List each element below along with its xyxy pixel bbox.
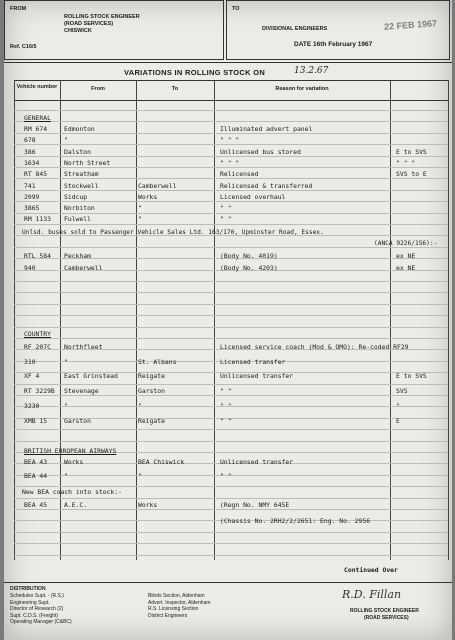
reason: " "	[220, 401, 232, 410]
table-top-rule	[14, 80, 448, 81]
to-label: TO	[232, 6, 240, 12]
col-header-from: From	[91, 86, 105, 92]
ruled-line	[14, 315, 448, 316]
distribution-item: Director of Research (2)	[10, 606, 64, 612]
header-bottom-rule	[14, 100, 448, 101]
from-garage: Sidcup	[64, 192, 88, 201]
signature: R.D. Fillan	[342, 588, 402, 601]
title-date: 13.2.67	[294, 66, 329, 76]
from-garage: Edmonton	[64, 125, 95, 133]
ruled-line	[14, 555, 448, 556]
vehicle-number: 3230	[24, 401, 40, 410]
to-garage: Works	[138, 501, 158, 509]
ruled-line	[14, 190, 448, 191]
from-garage: Fulwell	[64, 215, 91, 224]
ruled-line	[14, 429, 448, 430]
status-code: SVS to E	[396, 170, 427, 179]
ruled-line	[14, 167, 448, 168]
from-garage: "	[64, 136, 68, 145]
vehicle-number: 940	[24, 263, 36, 272]
from-garage: Works	[64, 458, 84, 466]
status-code: SVS	[396, 387, 408, 396]
from-line-2: (ROAD SERVICES)	[64, 21, 114, 27]
vehicle-number: 1634	[24, 158, 40, 167]
vehicle-number: 310	[24, 357, 36, 366]
col-header-reason: Reason for variation	[275, 86, 329, 92]
from-garage: Streatham	[64, 170, 99, 179]
ref-number: Ref. C16/5	[10, 44, 37, 50]
ruled-line	[14, 201, 448, 202]
vehicle-number: RT 845	[24, 170, 48, 179]
status-code: E	[396, 416, 400, 425]
footer-title-2: (ROAD SERVICES)	[364, 615, 409, 621]
to-garage: "	[138, 472, 142, 480]
from-garage: Stevenage	[64, 387, 99, 396]
received-stamp: 22 FEB 1967	[383, 18, 438, 32]
to-garage: St. Albans	[138, 357, 177, 366]
from-garage: "	[64, 472, 68, 480]
ruled-line	[14, 498, 448, 499]
vehicle-number: RTL 584	[24, 252, 51, 260]
from-garage: Norbiton	[64, 204, 95, 213]
to-garage: Garston	[138, 387, 165, 396]
reason: Relicensed & transferred	[220, 181, 313, 190]
to-garage: Reigate	[138, 372, 165, 381]
reason: " " "	[220, 136, 240, 145]
from-garage: East Grinstead	[64, 372, 118, 381]
ruled-line	[14, 213, 448, 214]
reason: " "	[220, 416, 232, 425]
distribution-item: Operating Manager (C&BC)	[10, 619, 72, 625]
reason: (Body No. 4019)	[220, 252, 278, 260]
reason: Licensed transfer	[220, 357, 286, 366]
vehicle-number: 386	[24, 147, 36, 156]
from-line-3: CHISWICK	[64, 28, 92, 34]
chassis-note: (Chassis No. 2RH2/2/2651: Eng. No. 2956	[220, 517, 371, 525]
ruled-line	[14, 304, 448, 305]
from-label: FROM	[10, 6, 27, 12]
from-garage: A.E.C.	[64, 501, 88, 509]
vehicle-number: BEA 43	[24, 458, 48, 466]
reason: Licensed service coach (Mod & OMO): Re-coded RF29	[220, 343, 409, 351]
vehicle-number: RM 1133	[24, 215, 51, 224]
to-garage: "	[138, 204, 142, 213]
reason: Unlicensed transfer	[220, 372, 294, 381]
from-garage: Camberwell	[64, 263, 103, 272]
distribution-item: Blinds Section, Aldenham	[148, 593, 205, 599]
section-general: GENERAL	[24, 114, 51, 122]
ruled-line	[14, 395, 448, 396]
status-code: E to SVS	[396, 372, 427, 381]
ruled-line	[14, 156, 448, 157]
title-rule	[4, 62, 452, 63]
continued-over: Continued Over	[344, 566, 398, 574]
to-garage: Works	[138, 192, 158, 201]
reason: Licensed overhaul	[220, 192, 286, 201]
status-code: ex NE	[396, 263, 416, 272]
reason: Relicensed	[220, 170, 259, 179]
document-sheet	[4, 0, 452, 640]
status-code: "	[396, 401, 400, 410]
reason: " "	[220, 215, 232, 224]
ruled-line	[14, 327, 448, 328]
col-divider-6	[448, 80, 449, 560]
status-code: E to SVS	[396, 147, 427, 156]
sold-ref: (ANCA 9226/156):-	[374, 240, 438, 247]
ruled-line	[14, 281, 448, 282]
sold-note: Unlsd. buses sold to Passenger Vehicle Sales Ltd. 163/170, Upminster Road, Essex.	[22, 229, 324, 236]
from-garage: Northfleet	[64, 343, 103, 351]
col-header-vehicle: Vehicle number	[16, 84, 58, 90]
footer-title-1: ROLLING STOCK ENGINEER	[350, 608, 419, 614]
col-header-to: To	[171, 86, 179, 92]
to-value: DIVISIONAL ENGINEERS	[262, 26, 328, 32]
vehicle-number: BEA 45	[24, 501, 48, 509]
section-country: COUNTRY	[24, 330, 51, 338]
reason: " " "	[220, 158, 240, 167]
col-divider-5	[390, 80, 391, 560]
ruled-line	[14, 384, 448, 385]
from-garage: "	[64, 357, 68, 366]
ruled-line	[14, 121, 448, 122]
ruled-line	[14, 292, 448, 293]
from-garage: Garston	[64, 416, 91, 425]
to-garage: BEA Chiswick	[138, 458, 185, 466]
ruled-line	[14, 110, 448, 111]
from-box	[4, 0, 224, 60]
to-garage: "	[138, 215, 142, 224]
col-divider-1	[14, 80, 15, 560]
from-line-1: ROLLING STOCK ENGINEER	[64, 14, 140, 20]
reason: Unlicensed transfer	[220, 458, 294, 466]
distribution-item: Advert. Inspector, Aldenham	[148, 599, 211, 606]
ruled-line	[14, 224, 448, 225]
vehicle-number: 2099	[24, 192, 40, 201]
to-garage: "	[138, 401, 142, 410]
col-divider-3	[136, 80, 137, 560]
vehicle-number: RM 674	[24, 125, 48, 133]
from-garage: Stockwell	[64, 181, 99, 190]
from-garage: Dalston	[64, 147, 91, 156]
vehicle-number: 3865	[24, 204, 40, 213]
vehicle-number: XF 4	[24, 372, 40, 381]
reason: Unlicensed bus stored	[220, 147, 301, 156]
distribution-item: R.S. Licensing Section	[148, 606, 199, 612]
vehicle-number: RT 3229B	[24, 387, 55, 396]
distribution-label: DISTRIBUTION	[10, 586, 46, 592]
vehicle-number: RF 207C	[24, 343, 51, 351]
reason: " "	[220, 387, 232, 396]
reason: Illuminated advert panel	[220, 125, 313, 133]
ruled-line	[14, 338, 448, 339]
to-garage: Camberwell	[138, 181, 177, 190]
reason: " "	[220, 472, 232, 480]
status-code: ex NE	[396, 252, 416, 260]
from-garage: "	[64, 401, 68, 410]
from-garage: North Street	[64, 158, 111, 167]
reason: (Regn No. NMY 645E	[220, 501, 290, 509]
distribution-item: District Engineers	[148, 612, 188, 619]
reason: " "	[220, 204, 232, 213]
reason: (Body No. 4203)	[220, 263, 278, 272]
col-divider-4	[214, 80, 215, 560]
to-box	[226, 0, 450, 60]
ruled-line	[14, 543, 448, 544]
status-code: " " "	[396, 158, 416, 167]
vehicle-number: XMB 15	[24, 416, 48, 425]
section-bea: BRITISH EUROPEAN AIRWAYS	[24, 447, 117, 455]
vehicle-number: 678	[24, 136, 36, 145]
ruled-line	[14, 144, 448, 145]
distribution-item: Engineering Supt.	[10, 599, 50, 606]
ruled-line	[14, 441, 448, 442]
footer-rule	[4, 582, 452, 583]
ruled-line	[14, 509, 448, 510]
distribution-item: Schedules Supt. - (R.S.)	[10, 593, 64, 599]
page-title: VARIATIONS IN ROLLING STOCK ON	[124, 68, 266, 77]
from-garage: Peckham	[64, 252, 91, 260]
distribution-item: Supt. C.D.S. (Freight)	[10, 612, 59, 619]
to-garage: Reigate	[138, 416, 165, 425]
ruled-line	[14, 532, 448, 533]
vehicle-number: BEA 44	[24, 472, 48, 480]
new-bea-note: New BEA coach into stock:-	[22, 488, 123, 496]
document-date: DATE 16th February 1967	[294, 41, 373, 48]
ruled-line	[14, 178, 448, 179]
vehicle-number: 741	[24, 181, 36, 190]
